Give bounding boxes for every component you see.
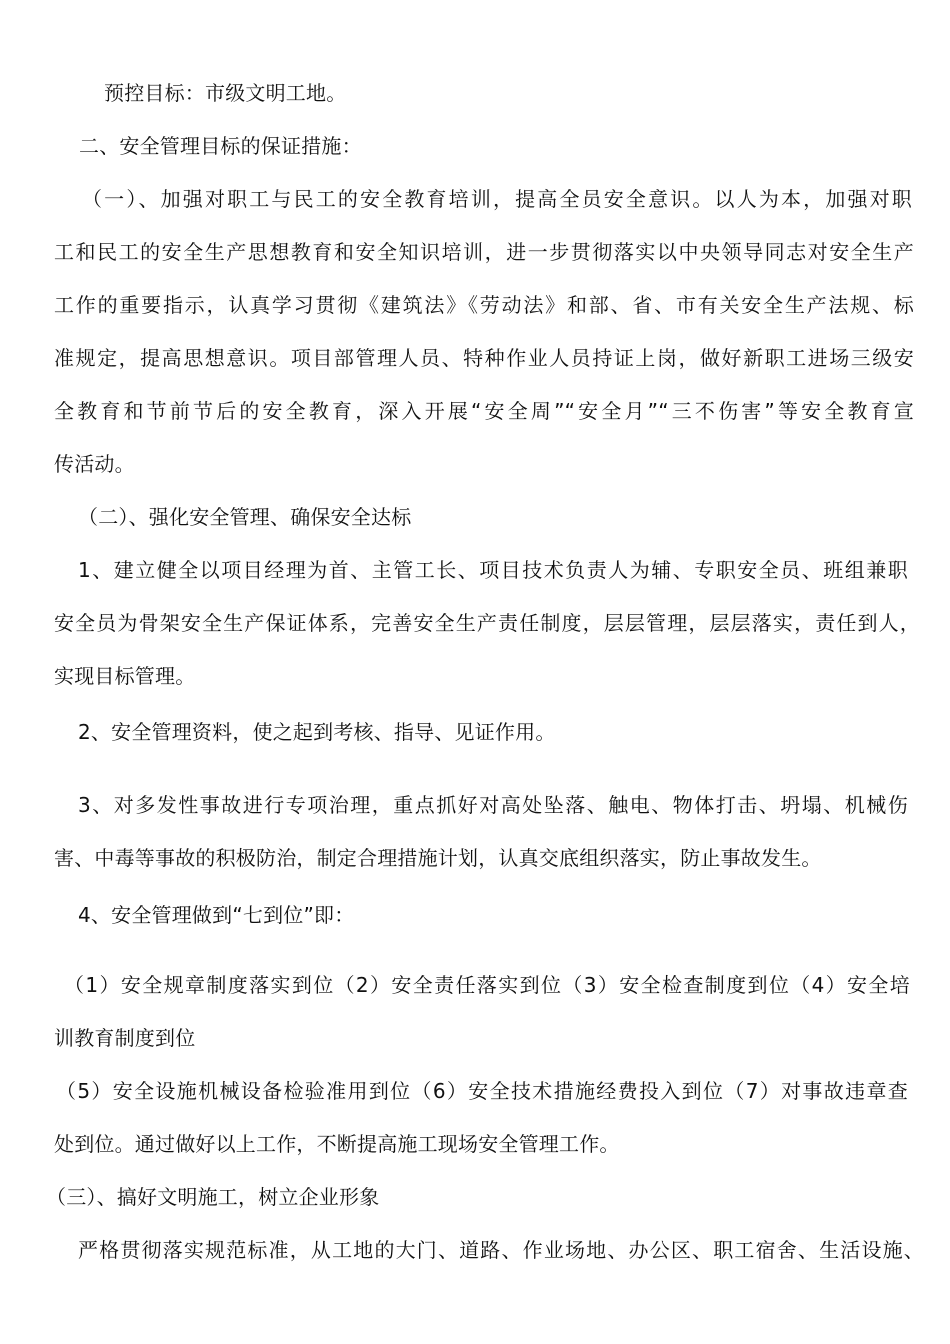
- list-item-1-line: 安全员为骨架安全生产保证体系，完善安全生产责任制度，层层管理，层层落实，责任到人，: [54, 611, 920, 635]
- list-item-1-line: 1、建立健全以项目经理为首、主管工长、项目技术负责人为辅、专职安全员、班组兼职: [78, 558, 908, 582]
- paragraph-line: 传活动。: [54, 452, 135, 476]
- paragraph-line: 全教育和节前节后的安全教育，深入开展“安全周”“安全月”“三不伤害”等安全教育宣: [54, 399, 914, 423]
- list-item-1-line: 实现目标管理。: [54, 664, 196, 688]
- list-item-3-line: 3、对多发性事故进行专项治理，重点抓好对高处坠落、触电、物体打击、坍塌、机械伤: [78, 793, 908, 817]
- paragraph-line: 严格贯彻落实规范标准，从工地的大门、道路、作业场地、办公区、职工宿舍、生活设施、: [78, 1238, 924, 1262]
- section-heading-2: 二、安全管理目标的保证措施：: [79, 134, 362, 158]
- list-item-2: 2、安全管理资料，使之起到考核、指导、见证作用。: [78, 720, 556, 744]
- seven-items-line: （1）安全规章制度落实到位（2）安全责任落实到位（3）安全检查制度到位（4）安全培: [64, 973, 910, 997]
- subsection-heading-1-line: （一）、加强对职工与民工的安全教育培训，提高全员安全意识。以人为本，加强对职: [82, 187, 912, 211]
- seven-items-line: 训教育制度到位: [54, 1026, 196, 1050]
- seven-items-line: （5）安全设施机械设备检验准用到位（6）安全技术措施经费投入到位（7）对事故违章查: [56, 1079, 908, 1103]
- list-item-4: 4、安全管理做到“七到位”即：: [78, 903, 355, 927]
- paragraph-line: 工作的重要指示，认真学习贯彻《建筑法》《劳动法》和部、省、市有关安全生产法规、标: [54, 293, 914, 317]
- seven-items-line: 处到位。通过做好以上工作，不断提高施工现场安全管理工作。: [54, 1132, 620, 1156]
- subsection-heading-2: （二）、强化安全管理、确保安全达标: [78, 505, 412, 529]
- paragraph-target: 预控目标：市级文明工地。: [104, 81, 347, 105]
- subsection-heading-3: （三）、搞好文明施工，树立企业形象: [46, 1185, 380, 1209]
- paragraph-line: 准规定，提高思想意识。项目部管理人员、特种作业人员持证上岗，做好新职工进场三级安: [54, 346, 914, 370]
- list-item-3-line: 害、中毒等事故的积极防治，制定合理措施计划，认真交底组织落实，防止事故发生。: [54, 846, 822, 870]
- paragraph-line: 工和民工的安全生产思想教育和安全知识培训，进一步贯彻落实以中央领导同志对安全生产: [54, 240, 914, 264]
